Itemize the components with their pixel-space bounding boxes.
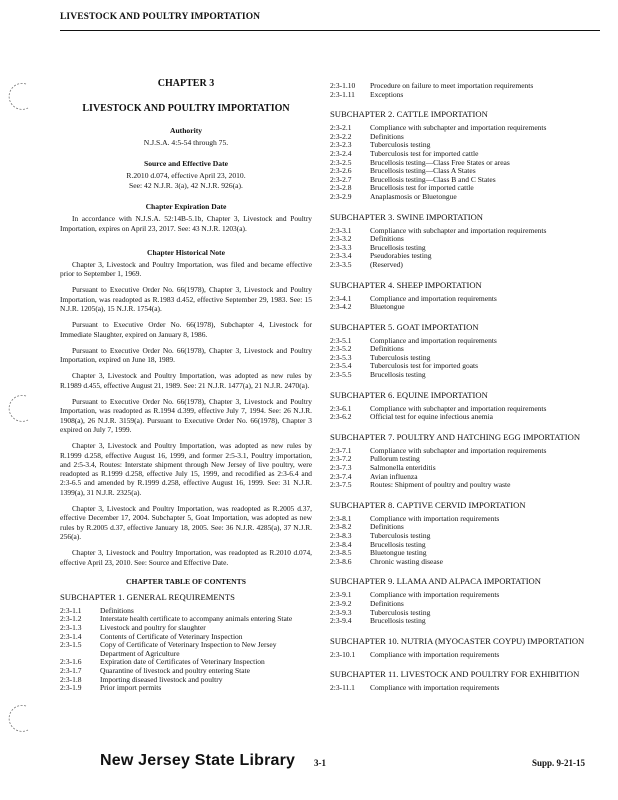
chapter-number: CHAPTER 3 xyxy=(157,78,215,89)
section-number: 2:3-2.6 xyxy=(330,166,352,176)
supplement-date: Supp. 9-21-15 xyxy=(532,758,586,768)
running-header: LIVESTOCK AND POULTRY IMPORTATION xyxy=(60,12,261,22)
section-number: 2:3-8.2 xyxy=(330,522,352,532)
section-number: 2:3-4.1 xyxy=(330,293,352,303)
left-column xyxy=(60,78,312,703)
section-number: 2:3-1.6 xyxy=(60,657,82,667)
section-list xyxy=(330,82,600,99)
section-title: Tuberculosis testing xyxy=(370,352,431,362)
section-title: Brucellosis testing xyxy=(370,370,426,380)
section-title: Copy of Certificate of Veterinary Inspection to New Jersey Department of Agriculture xyxy=(100,640,277,658)
section-number: 2:3-8.5 xyxy=(330,548,352,558)
section-number: 2:3-1.11 xyxy=(330,89,355,99)
subchapter-title: SUBCHAPTER 10. NUTRIA (MYOCASTER COYPU) IMPORTATION xyxy=(330,635,585,646)
history-note: Pursuant to Executive Order No. 66(1978), Subchapter 4, Livestock for Immediate Slaughter, expired on January 8, 1986. xyxy=(60,320,312,339)
toc-entry xyxy=(330,91,600,100)
section-number: 2:3-1.3 xyxy=(60,623,82,633)
section-number: 2:3-3.2 xyxy=(330,234,352,244)
subchapter-title: SUBCHAPTER 2. CATTLE IMPORTATION xyxy=(330,109,488,120)
section-title: Compliance with importation requirements xyxy=(370,590,500,600)
toc-entry xyxy=(330,261,600,270)
section-number: 2:3-1.10 xyxy=(330,81,356,90)
section-title: Pullorum testing xyxy=(370,454,420,464)
history-note: Chapter 3, Livestock and Poultry Importation, was adopted as new rules by R.1989 d.455, effective August 21, 1989. See: 21 N.J.R. 1477(a), 21 N.J.R. 2470(a). xyxy=(60,371,312,390)
toc-entry xyxy=(330,558,600,567)
section-number: 2:3-6.1 xyxy=(330,403,352,413)
right-column xyxy=(330,82,600,703)
section-title: Definitions xyxy=(370,234,404,244)
history-notes xyxy=(60,260,312,567)
section-title: Brucellosis testing—Class Free States or areas xyxy=(370,157,510,167)
section-list xyxy=(330,651,600,660)
section-title: Compliance with subchapter and importation requirements xyxy=(370,403,547,413)
section-list xyxy=(330,591,600,625)
section-number: 2:3-7.1 xyxy=(330,445,352,455)
section-list xyxy=(330,295,600,312)
section-title: Brucellosis test for imported cattle xyxy=(370,183,474,193)
section-number: 2:3-1.9 xyxy=(60,683,82,693)
section-title: Contents of Certificate of Veterinary Inspection xyxy=(100,631,243,641)
section-title: Chronic wasting disease xyxy=(370,556,443,566)
section-title: Bluetongue testing xyxy=(370,548,427,558)
subchapter-title: SUBCHAPTER 9. LLAMA AND ALPACA IMPORTATION xyxy=(330,576,541,587)
section-title: Brucellosis testing—Class B and C States xyxy=(370,174,496,184)
section-number: 2:3-9.2 xyxy=(330,598,352,608)
section-title: Interstate health certificate to accompany animals entering State xyxy=(100,614,293,624)
toc-entry xyxy=(330,684,600,693)
section-title: Exceptions xyxy=(370,89,404,99)
chapter-title: LIVESTOCK AND POULTRY IMPORTATION xyxy=(82,103,290,114)
section-number: 2:3-9.1 xyxy=(330,590,352,600)
section-number: 2:3-1.7 xyxy=(60,665,82,675)
subchapter-title: SUBCHAPTER 7. POULTRY AND HATCHING EGG IMPORTATION xyxy=(330,431,581,442)
section-title: Brucellosis testing xyxy=(370,242,426,252)
source-line: See: 42 N.J.R. 3(a), 42 N.J.R. 926(a). xyxy=(129,180,243,190)
subchapter-title: SUBCHAPTER 11. LIVESTOCK AND POULTRY FOR EXHIBITION xyxy=(330,669,580,680)
section-number: 2:3-2.8 xyxy=(330,183,352,193)
section-title: Definitions xyxy=(370,131,404,141)
section-title: Procedure on failure to meet importation requirements xyxy=(370,81,534,90)
section-title: Brucellosis testing xyxy=(370,616,426,626)
section-title: Pseudorabies testing xyxy=(370,251,432,261)
expiration-text: In accordance with N.J.S.A. 52:14B-5.1b, Chapter 3, Livestock and Poultry Importation, expires on April 23, 2017. See: 43 N.J.R. 1203(a). xyxy=(60,214,312,233)
section-number: 2:3-9.4 xyxy=(330,616,352,626)
section-number: 2:3-1.8 xyxy=(60,674,82,684)
page-number: 3-1 xyxy=(314,758,326,768)
section-title: Compliance and importation requirements xyxy=(370,293,497,303)
section-number: 2:3-8.4 xyxy=(330,539,352,549)
source-heading: Source and Effective Date xyxy=(143,159,228,169)
section-number: 2:3-4.2 xyxy=(330,302,352,312)
subchapter-title: SUBCHAPTER 4. SHEEP IMPORTATION xyxy=(330,279,482,290)
section-title: Prior import permits xyxy=(100,683,162,693)
subchapter-title: SUBCHAPTER 1. GENERAL REQUIREMENTS xyxy=(60,591,235,602)
section-number: 2:3-8.1 xyxy=(330,513,352,523)
section-number: 2:3-2.7 xyxy=(330,174,352,184)
subchapter-title: SUBCHAPTER 5. GOAT IMPORTATION xyxy=(330,321,479,332)
section-number: 2:3-7.5 xyxy=(330,480,352,490)
section-number: 2:3-11.1 xyxy=(330,683,355,693)
section-number: 2:3-7.4 xyxy=(330,471,352,481)
toc-entry xyxy=(60,684,312,693)
section-list xyxy=(330,405,600,422)
section-title: Avian influenza xyxy=(370,471,418,481)
history-note: Chapter 3, Livestock and Poultry Importation, was readopted as R.2005 d.37, effective December 17, 2004. Subchapter 5, Goat Importation, was adopted as new rules by R.2005 d.37, effective January 18, 2005. See: 36 N.J.R. 4285(a), 37 N.J.R. 256(a). xyxy=(60,504,312,541)
section-list xyxy=(330,684,600,693)
section-list xyxy=(330,337,600,380)
header-rule xyxy=(60,30,600,31)
section-number: 2:3-5.3 xyxy=(330,352,352,362)
section-title: Official test for equine infectious anemia xyxy=(370,412,493,422)
section-number: 2:3-5.5 xyxy=(330,370,352,380)
section-list xyxy=(330,447,600,490)
toc-entry xyxy=(330,303,600,312)
section-list xyxy=(330,124,600,201)
section-title: Definitions xyxy=(370,598,404,608)
subchapter-title: SUBCHAPTER 3. SWINE IMPORTATION xyxy=(330,211,484,222)
source-line: R.2010 d.074, effective April 23, 2010. xyxy=(126,171,246,181)
section-number: 2:3-2.5 xyxy=(330,157,352,167)
history-note: Chapter 3, Livestock and Poultry Importation, was adopted as new rules by R.1999 d.258, effective August 16, 1999, and former 2:5-3.1, Poultry importation, and 2:5-3.4, Routes: Interstate shipment through New Jersey of live poultry, were readopted as R.1999 d.258, effective July 15, 1999, and recodified as 2:3-6.4 and 2:3-6.5 and amended by R.1999 d.258, effective August 16, 1999. See: 31 N.J.R. 1399(a), 31 N.J.R. 2325(a). xyxy=(60,441,312,497)
section-title: Compliance with importation requirements xyxy=(370,513,500,523)
section-number: 2:3-3.5 xyxy=(330,259,352,269)
authority-text: N.J.S.A. 4:5-54 through 75. xyxy=(143,138,229,147)
section-number: 2:3-5.2 xyxy=(330,344,352,354)
toc-entry xyxy=(60,676,312,685)
section-title: Definitions xyxy=(370,344,404,354)
section-number: 2:3-3.3 xyxy=(330,242,352,252)
history-note: Pursuant to Executive Order No. 66(1978), Chapter 3, Livestock and Poultry Importation, was readopted as R.1983 d.452, effective September 29, 1983. See: 15 N.J.R. 1205(a), 15 N.J.R. 1754(a). xyxy=(60,285,312,313)
subchapter-list xyxy=(330,109,600,693)
section-title: Compliance with importation requirements xyxy=(370,649,500,659)
section-number: 2:3-2.2 xyxy=(330,131,352,141)
authority-heading: Authority xyxy=(169,126,203,135)
section-title: Compliance with subchapter and importation requirements xyxy=(370,225,547,235)
subchapter-title: SUBCHAPTER 8. CAPTIVE CERVID IMPORTATION xyxy=(330,499,526,510)
section-title: Brucellosis testing—Class A States xyxy=(370,166,476,176)
punch-hole-icon xyxy=(4,702,36,734)
subchapter-title: SUBCHAPTER 6. EQUINE IMPORTATION xyxy=(330,389,488,400)
section-title: Compliance with importation requirements xyxy=(370,683,500,693)
section-title: Compliance with subchapter and importation requirements xyxy=(370,123,547,133)
section-title: Livestock and poultry for slaughter xyxy=(100,623,206,633)
history-note: Chapter 3, Livestock and Poultry Importation, was readopted as R.2010 d.074, effective April 23, 2010. See: Source and Effective Date. xyxy=(60,548,312,567)
punch-hole-icon xyxy=(4,80,36,112)
toc-entry xyxy=(330,413,600,422)
section-title: Brucellosis testing xyxy=(370,539,426,549)
toc-heading: CHAPTER TABLE OF CONTENTS xyxy=(126,576,246,586)
toc-entry xyxy=(330,193,600,202)
section-title: Expiration date of Certificates of Veterinary Inspection xyxy=(100,657,265,667)
section-number: 2:3-8.6 xyxy=(330,556,352,566)
section-title: Tuberculosis testing xyxy=(370,607,431,617)
section-title: Definitions xyxy=(370,522,404,532)
section-title: Importing diseased livestock and poultry xyxy=(100,674,223,684)
section-list xyxy=(60,607,312,693)
section-number: 2:3-2.3 xyxy=(330,140,352,150)
section-number: 2:3-2.9 xyxy=(330,191,352,201)
section-title: Tuberculosis test for imported cattle xyxy=(370,148,479,158)
section-number: 2:3-9.3 xyxy=(330,607,352,617)
section-title: Quarantine of livestock and poultry entering State xyxy=(100,665,250,675)
history-heading: Chapter Historical Note xyxy=(147,247,225,257)
section-number: 2:3-1.4 xyxy=(60,631,82,641)
section-title: Salmonella enteriditis xyxy=(370,463,436,473)
history-note: Chapter 3, Livestock and Poultry Importation, was filed and became effective prior to September 1, 1969. xyxy=(60,259,312,279)
section-number: 2:3-7.3 xyxy=(330,463,352,473)
section-title: Routes: Shipment of poultry and poultry waste xyxy=(370,480,511,490)
section-number: 2:3-2.1 xyxy=(330,123,352,133)
section-number: 2:3-8.3 xyxy=(330,531,352,540)
section-title: Compliance and importation requirements xyxy=(370,335,497,345)
toc-entry xyxy=(330,481,600,490)
section-number: 2:3-2.4 xyxy=(330,148,352,158)
section-title: Tuberculosis testing xyxy=(370,140,431,150)
section-number: 2:3-3.1 xyxy=(330,225,352,235)
section-title: Tuberculosis test for imported goats xyxy=(370,361,479,371)
library-watermark: New Jersey State Library xyxy=(100,752,296,769)
section-list xyxy=(330,227,600,270)
section-number: 2:3-5.4 xyxy=(330,361,352,371)
toc-entry xyxy=(330,371,600,380)
toc-entry xyxy=(60,641,312,658)
section-title: (Reserved) xyxy=(370,259,403,269)
section-list xyxy=(330,515,600,567)
section-title: Definitions xyxy=(100,605,134,615)
section-number: 2:3-7.2 xyxy=(330,454,352,464)
history-note: Pursuant to Executive Order No. 66(1978), Chapter 3, Livestock and Poultry Importation, expired on June 18, 1989. xyxy=(60,345,312,365)
section-number: 2:3-10.1 xyxy=(330,649,356,659)
section-number: 2:3-1.1 xyxy=(60,605,82,615)
section-title: Anaplasmosis or Bluetongue xyxy=(370,191,457,201)
section-number: 2:3-5.1 xyxy=(330,335,352,345)
section-title: Bluetongue xyxy=(370,302,405,312)
section-number: 2:3-3.4 xyxy=(330,251,352,261)
expiration-heading: Chapter Expiration Date xyxy=(145,202,227,212)
punch-hole-icon xyxy=(4,392,36,424)
toc-entry xyxy=(330,651,600,660)
toc-entry xyxy=(330,617,600,626)
section-title: Compliance with subchapter and importation requirements xyxy=(370,445,547,455)
section-number: 2:3-1.2 xyxy=(60,614,82,624)
section-number: 2:3-1.5 xyxy=(60,640,82,650)
history-note: Pursuant to Executive Order No. 66(1978), Chapter 3, Livestock and Poultry Importation, was readopted as R.1994 d.399, effective July 7, 1994. See: 26 N.J.R. 1908(a), 26 N.J.R. 3159(a). Pursuant to Executive Order No. 66(1978), Chapter 3 expired on July 7, 1999. xyxy=(60,397,312,434)
section-number: 2:3-6.2 xyxy=(330,412,352,422)
section-title: Tuberculosis testing xyxy=(370,531,431,540)
